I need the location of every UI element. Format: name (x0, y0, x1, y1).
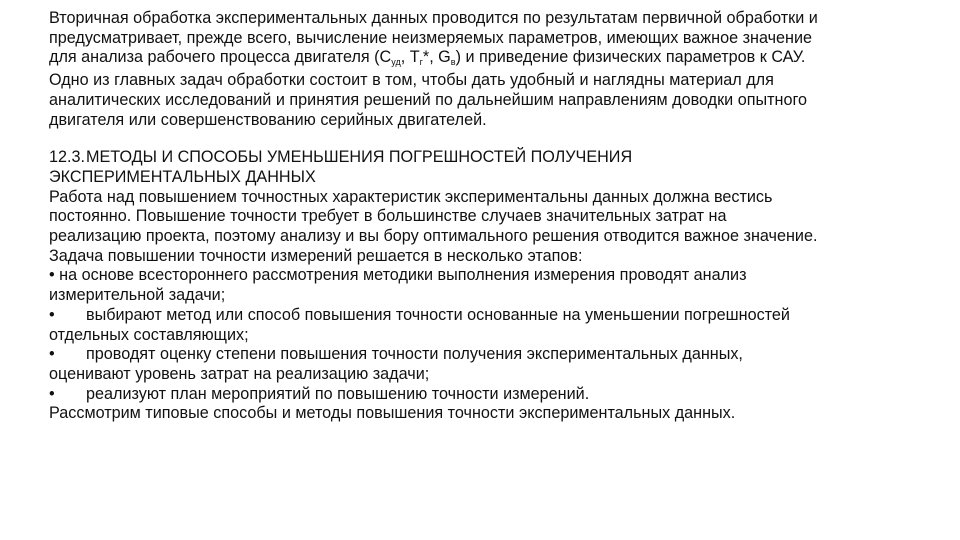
closing-line: Рассмотрим типовые способы и методы повышения точности экспериментальных данных. (49, 404, 736, 423)
text-line: оценивают уровень затрат на реализацию задачи; (49, 364, 430, 383)
bullet-line (49, 385, 929, 405)
subscript-ud: уд (391, 57, 401, 68)
text-line: Одно из главных задач обработки состоит в том, чтобы дать удобный и наглядны материал для (49, 71, 774, 90)
bullet-icon: • (49, 345, 55, 364)
bullet-icon: • (49, 384, 55, 403)
text-line: предусматривает, прежде всего, вычисление неизмеряемых параметров, имеющих важное значение (49, 28, 813, 47)
section-title-line2: ЭКСПЕРИМЕНТАЛЬНЫХ ДАННЫХ (49, 167, 316, 186)
text-fragment: для анализа рабочего процесса двигателя (С (49, 48, 392, 67)
text-fragment: , Т (400, 48, 420, 67)
subscript-v: в (450, 57, 456, 68)
text-line: постоянно. Повышение точности требует в большинстве случаев значительных затрат на (49, 207, 727, 226)
text-line: Работа над повышением точностных характеристик экспериментальны данных должна вестись (49, 187, 773, 206)
text-line: Задача повышении точности измерений решается в несколько этапов: (49, 246, 583, 265)
text-line: реализацию проекта, поэтому анализу и вы бору оптимального решения отводится важное значение. (49, 227, 818, 246)
section-heading-line1 (49, 148, 929, 168)
text-fragment: выбирают метод или способ повышения точности основанные на уменьшении погрешностей (86, 305, 790, 324)
slide-text (49, 9, 929, 424)
text-line-formula (49, 48, 929, 68)
text-fragment: проводят оценку степени повышения точности получения экспериментальных данных, (86, 345, 743, 364)
section-title: МЕТОДЫ И СПОСОБЫ УМЕНЬШЕНИЯ ПОГРЕШНОСТЕЙ ПОЛУЧЕНИЯ (86, 148, 633, 167)
text-line: отдельных составляющих; (49, 325, 249, 344)
text-line: двигателя или совершенствованию серийных двигателей. (49, 110, 487, 129)
text-fragment: *, G (422, 48, 451, 67)
bullet-line (49, 306, 929, 326)
intro-paragraph (49, 9, 929, 130)
body-paragraph (49, 188, 929, 424)
text-fragment: ) и приведение физических параметров к САУ. (455, 48, 806, 67)
section-heading (49, 148, 929, 187)
subscript-g: г (419, 57, 423, 68)
bullet-line: • на основе всестороннего рассмотрения методики выполнения измерения проводят анализ (49, 266, 747, 285)
text-line: измерительной задачи; (49, 286, 226, 305)
bullet-icon: • (49, 305, 55, 324)
text-fragment: реализуют план мероприятий по повышению точности измерений. (86, 384, 590, 403)
bullet-line (49, 345, 929, 365)
section-number: 12.3. (49, 148, 86, 167)
text-line: аналитических исследований и принятия решений по дальнейшим направлениям доводки опытного (49, 90, 808, 109)
text-line: Вторичная обработка экспериментальных данных проводится по результатам первичной обработки и (49, 9, 818, 27)
